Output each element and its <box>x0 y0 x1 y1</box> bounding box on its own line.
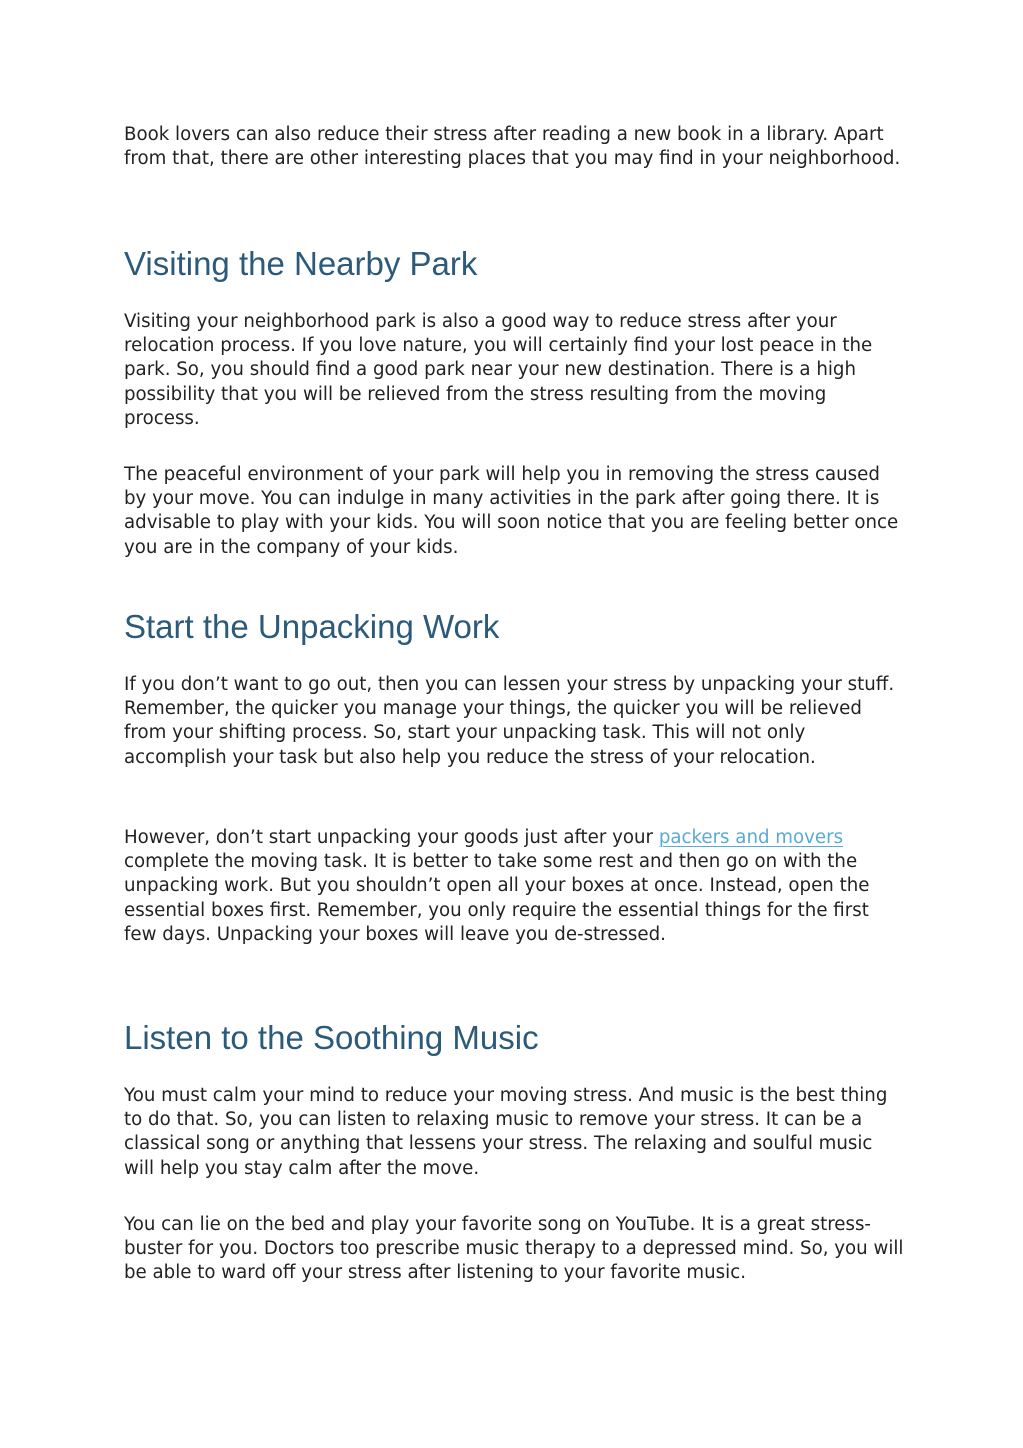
park-paragraph-1: Visiting your neighborhood park is also a good way to reduce stress after your relocation process. If you love nature, you will certainly find your lost peace in the park. So, you should find a good park near your new destination. There is a high possibility that you will be relieved from the stress resulting from the moving process. <box>124 311 873 429</box>
packers-and-movers-link[interactable]: packers and movers <box>658 827 844 848</box>
park-paragraph-2: The peaceful environment of your park will help you in removing the stress caused by your move. You can indulge in many activities in the park after going there. It is advisable to play with your kids. You will soon notice that you are feeling better once you are in the company of your kids. <box>124 464 899 558</box>
section-heading-unpacking: Start the Unpacking Work <box>124 608 500 645</box>
unpacking-paragraph-1: If you don’t want to go out, then you can lessen your stress by unpacking your stuff. Remember, the quicker you manage your things, the quicker you will be relieved from your shifting process. So, start your unpacking task. This will not only accomplish your task but also help you reduce the stress of your relocation. <box>124 674 895 768</box>
unpacking-paragraph-2-start: However, don’t start unpacking your goods just after your <box>124 827 659 848</box>
unpacking-paragraph-2-end: complete the moving task. It is better to take some rest and then go on with the unpacking work. But you shouldn’t open all your boxes at once. Instead, open the essential boxes first. Remember, you only require the essential things for the first few days. Unpacking your boxes will leave you de-stressed. <box>124 851 870 945</box>
music-paragraph-2: You can lie on the bed and play your favorite song on YouTube. It is a great stress-buster for you. Doctors too prescribe music therapy to a depressed mind. So, you will be able to ward off your stress after listening to your favorite music. <box>124 1214 904 1284</box>
section-heading-park: Visiting the Nearby Park <box>124 245 478 282</box>
unpacking-paragraph-2 <box>124 826 904 947</box>
music-paragraph-1: You must calm your mind to reduce your moving stress. And music is the best thing to do that. So, you can listen to relaxing music to remove your stress. It can be a classical song or anything that lessens your stress. The relaxing and soulful music will help you stay calm after the move. <box>124 1085 888 1179</box>
intro-paragraph: Book lovers can also reduce their stress after reading a new book in a library. Apart from that, there are other interesting places that you may find in your neighborhood. <box>124 124 901 170</box>
section-heading-music: Listen to the Soothing Music <box>124 1019 539 1056</box>
